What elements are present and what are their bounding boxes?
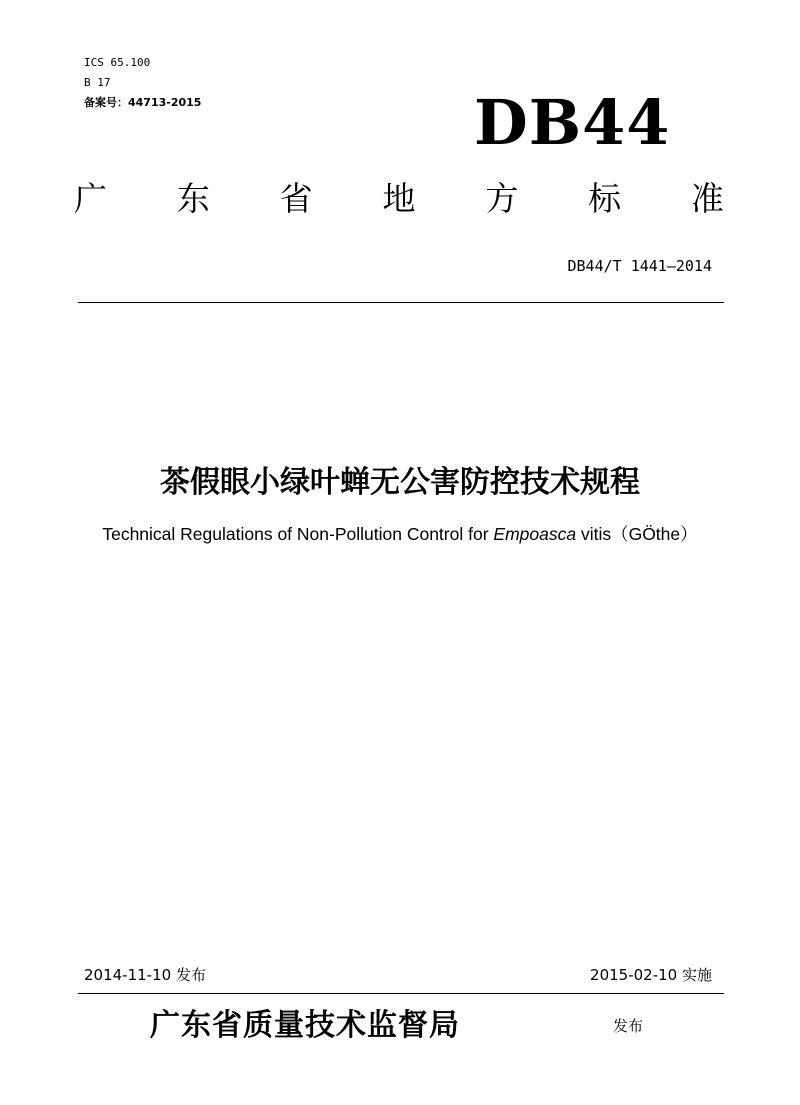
issued-label: 发布	[613, 1017, 644, 1035]
issue-date: 2014-11-10 发布	[84, 966, 206, 984]
title-en-suffix: vitis（GÖthe）	[576, 524, 698, 544]
title-en-prefix: Technical Regulations of Non-Pollution Control for	[102, 524, 494, 544]
issuing-authority: 广东省质量技术监督局	[150, 1008, 460, 1043]
standard-type-char: 标	[588, 179, 622, 218]
standard-type-char: 东	[176, 179, 210, 218]
implementation-date: 2015-02-10 实施	[590, 966, 712, 984]
standard-type-char: 方	[485, 179, 519, 218]
db-code-logo: DB44	[474, 86, 671, 159]
document-title-en	[0, 522, 800, 546]
title-en-italic: Empoasca	[493, 524, 577, 544]
standard-type-char: 省	[279, 179, 313, 218]
standard-type-char: 地	[382, 179, 416, 218]
standard-number: DB44/T 1441—2014	[567, 257, 712, 275]
document-title-zh: 茶假眼小绿叶蝉无公害防控技术规程	[160, 465, 640, 500]
classification-code: B 17	[84, 76, 111, 89]
ics-code: ICS 65.100	[84, 56, 151, 69]
standard-type-char: 准	[690, 179, 724, 218]
standard-type-heading	[74, 178, 724, 220]
standard-type-char: 广	[74, 179, 107, 218]
filing-number: 备案号：44713-2015	[84, 96, 202, 109]
top-divider	[78, 302, 724, 303]
bottom-divider	[78, 993, 724, 994]
